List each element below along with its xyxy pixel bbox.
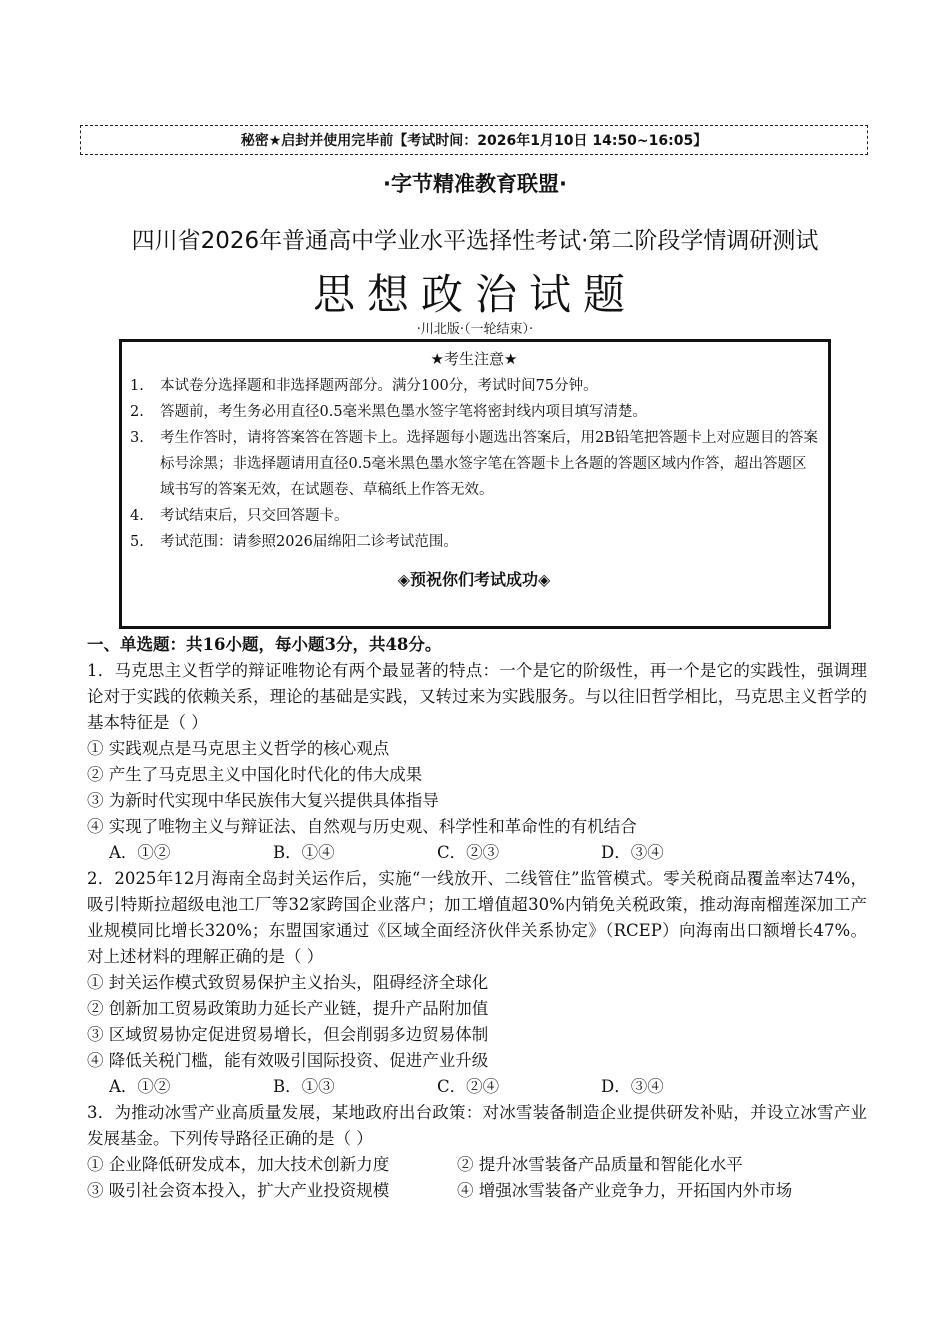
question-1-choices (87, 840, 867, 866)
secret-notice-text: 秘密★启封并使用完毕前【考试时间：2026年1月10日 14:50~16:05】 (240, 133, 708, 149)
notice-item-text: 答题前，考生务必用直径0.5毫米黑色墨水签字笔将密封线内项目填写清楚。 (160, 404, 648, 420)
question-2-choices (87, 1074, 867, 1100)
question-2-option: ④ 降低关税门槛，能有效吸引国际投资、促进产业升级 (87, 1051, 489, 1070)
question-3-option: ④ 增强冰雪装备产业竞争力，开拓国内外市场 (457, 1181, 793, 1200)
choice-b: B．①③ (273, 1077, 335, 1096)
choice-b: B．①④ (273, 843, 335, 862)
question-1-stem: 1．马克思主义哲学的辩证唯物论有两个最显著的特点：一个是它的阶级性，再一个是它的实践性，强调理论对于实践的依赖关系，理论的基础是实践，又转过来为实践服务。与以往旧哲学相比，马克思主义哲学的基本特征是（ ） (87, 661, 867, 732)
question-2-option: ② 创新加工贸易政策助力延长产业链，提升产品附加值 (87, 999, 489, 1018)
choice-a: A．①② (109, 1077, 171, 1096)
notice-title: ★考生注意★ (430, 350, 518, 368)
notice-item (130, 503, 818, 529)
blessing-text: ◈预祝你们考试成功◈ (397, 570, 551, 589)
alliance-title: ·字节精准教育联盟· (383, 172, 567, 196)
question-1-option: ④ 实现了唯物主义与辩证法、自然观与历史观、科学性和革命性的有机结合 (87, 817, 637, 836)
notice-item-number: 3. (130, 430, 144, 446)
question-2-option: ① 封关运作模式致贸易保护主义抬头，阻碍经济全球化 (87, 973, 489, 992)
question-2-option: ③ 区域贸易协定促进贸易增长，但会削弱多边贸易体制 (87, 1025, 489, 1044)
notice-item-text: 考试范围：请参照2026届绵阳二诊考试范围。 (160, 534, 458, 550)
choice-c: C．②③ (437, 843, 500, 862)
question-1-option: ③ 为新时代实现中华民族伟大复兴提供具体指导 (87, 791, 439, 810)
questions-section (87, 632, 867, 1204)
notice-item-text: 考生作答时，请将答案答在答题卡上。选择题每小题选出答案后，用2B铅笔把答题卡上对应题目的答案标号涂黑；非选择题请用直径0.5毫米黑色墨水签字笔在答题卡上各题的答题区域内作答， (160, 430, 818, 472)
question-1-option: ② 产生了马克思主义中国化时代化的伟大成果 (87, 765, 423, 784)
question-3-options-row (87, 1152, 867, 1178)
exam-title: 四川省2026年普通高中学业水平选择性考试·第二阶段学情调研测试 (131, 228, 819, 254)
notice-item-emphasis: 超出答题区域书写的答案无效，在试题卷、草稿纸上作答无效。 (160, 456, 807, 498)
question-3-options-row (87, 1178, 867, 1204)
notice-item-body (160, 425, 818, 503)
question-3-stem: 3．为推动冰雪产业高质量发展，某地政府出台政策：对冰雪装备制造企业提供研发补贴，并设立冰雪产业发展基金。下列传导路径正确的是（ ） (87, 1103, 867, 1148)
candidate-notice-box (119, 339, 831, 629)
choice-a: A．①② (109, 843, 171, 862)
notice-item-number: 4. (130, 508, 144, 524)
question-1-option: ① 实践观点是马克思主义哲学的核心观点 (87, 739, 390, 758)
question-2-stem: 2．2025年12月海南全岛封关运作后，实施“一线放开、二线管住”监管模式。零关税商品覆盖率达74%，吸引特斯拉超级电池工厂等32家跨国企业落户；加工增值超30%内销免关税政策，推动海南榴莲深加工产业规模同比增长320%；东盟国家通过《区域全面经济伙伴关系协定》（RCEP）向海南出口额增长47%。对上述材料的理解正确的是（ ） (87, 869, 867, 966)
notice-item-text: 考试结束后，只交回答题卡。 (160, 508, 349, 524)
notice-item-number: 2. (130, 404, 144, 420)
choice-d: D．③④ (601, 843, 664, 862)
notice-item-text: 本试卷分选择题和非选择题两部分。满分100分，考试时间75分钟。 (160, 378, 598, 394)
question-3-option: ① 企业降低研发成本，加大技术创新力度 (87, 1155, 390, 1174)
notice-item (130, 425, 818, 503)
notice-item (130, 529, 818, 555)
section-header: 一、单选题：共16小题，每小题3分，共48分。 (87, 635, 442, 654)
choice-c: C．②④ (437, 1077, 500, 1096)
question-3-option: ③ 吸引社会资本投入，扩大产业投资规模 (87, 1181, 390, 1200)
notice-item (130, 373, 818, 399)
notice-item-number: 5. (130, 534, 144, 550)
subject-title: 思想政治试题 (312, 270, 637, 319)
notice-item (130, 399, 818, 425)
question-3-option: ② 提升冰雪装备产品质量和智能化水平 (457, 1155, 743, 1174)
notice-item-number: 1. (130, 378, 144, 394)
choice-d: D．③④ (601, 1077, 664, 1096)
edition-label: ·川北版·（一轮结束）· (416, 322, 534, 337)
secret-notice-bar (80, 125, 868, 155)
